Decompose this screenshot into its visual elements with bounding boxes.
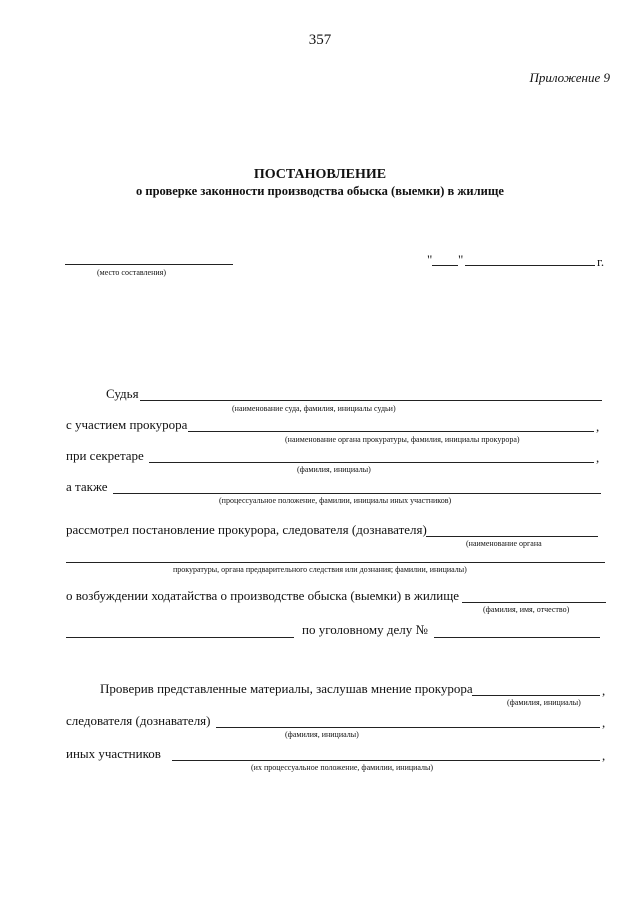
also-label: а также (66, 479, 108, 494)
date-day-line[interactable] (432, 265, 458, 266)
checked-comma: , (602, 683, 606, 698)
also-field-line[interactable] (113, 493, 601, 494)
reviewed-field-line[interactable] (426, 536, 598, 537)
others-caption: (их процессуальное положение, фамилии, инициалы) (251, 763, 434, 772)
prosecutor-comma: , (596, 419, 600, 434)
others-field-line[interactable] (172, 760, 600, 761)
reviewed-label: рассмотрел постановление прокурора, следователя (дознавателя) (66, 522, 427, 537)
date-quote-open: " (427, 252, 433, 267)
reviewed-caption-2: прокуратуры, органа предварительного следствия или дознания; фамилии, инициалы) (173, 565, 467, 574)
others-comma: , (602, 748, 606, 763)
checked-label: Проверив представленные материалы, заслушав мнение прокурора (100, 681, 473, 696)
secretary-field-line[interactable] (149, 462, 594, 463)
investigator-caption: (фамилия, инициалы) (285, 730, 359, 739)
petition-field-line[interactable] (462, 602, 606, 603)
appendix-label: Приложение 9 (529, 70, 610, 85)
prosecutor-field-line[interactable] (188, 431, 594, 432)
case-prefix-line[interactable] (66, 637, 294, 638)
petition-caption: (фамилия, имя, отчество) (483, 605, 570, 614)
checked-field-line[interactable] (472, 695, 600, 696)
reviewed-field-line-2[interactable] (66, 562, 605, 563)
place-field-line[interactable] (65, 264, 233, 265)
date-month-year-line[interactable] (465, 265, 595, 266)
checked-caption: (фамилия, инициалы) (507, 698, 581, 707)
page-number: 357 (308, 32, 332, 48)
date-quote-close: " (458, 252, 464, 267)
prosecutor-label: с участием прокурора (66, 417, 188, 432)
judge-label: Судья (106, 386, 139, 401)
case-label: по уголовному делу № (302, 622, 428, 637)
others-label: иных участников (66, 746, 161, 761)
prosecutor-caption: (наименование органа прокуратуры, фамилия, инициалы прокурора) (285, 435, 520, 444)
secretary-comma: , (596, 450, 600, 465)
place-caption: (место составления) (97, 268, 166, 277)
judge-field-line[interactable] (140, 400, 602, 401)
date-year-suffix: г. (597, 254, 605, 269)
also-caption: (процессуальное положение, фамилии, инициалы иных участников) (219, 496, 452, 505)
investigator-field-line[interactable] (216, 727, 600, 728)
document-subtitle: о проверке законности производства обыска (выемки) в жилище (136, 184, 504, 198)
petition-label: о возбуждении ходатайства о производстве обыска (выемки) в жилище (66, 588, 460, 603)
investigator-label: следователя (дознавателя) (66, 713, 211, 728)
document-title: ПОСТАНОВЛЕНИЕ (253, 167, 387, 182)
secretary-caption: (фамилия, инициалы) (297, 465, 371, 474)
secretary-label: при секретаре (66, 448, 144, 463)
judge-caption: (наименование суда, фамилия, инициалы судьи) (232, 404, 396, 413)
case-number-line[interactable] (434, 637, 600, 638)
investigator-comma: , (602, 715, 606, 730)
reviewed-caption-1: (наименование органа (466, 539, 542, 548)
